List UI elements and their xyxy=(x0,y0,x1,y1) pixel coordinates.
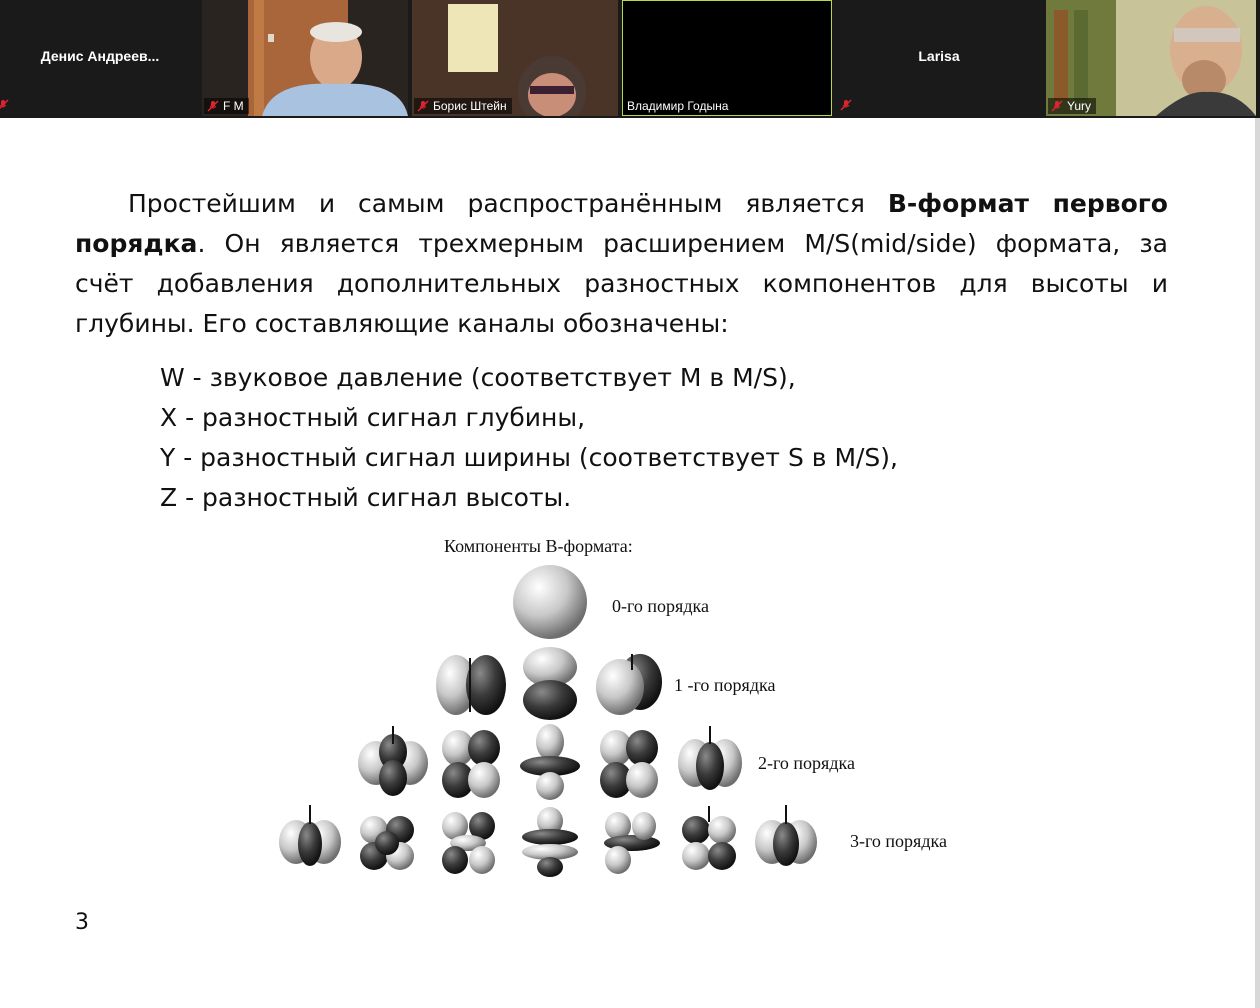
bold-term: порядка xyxy=(75,229,198,258)
participant-name-tag xyxy=(204,98,249,114)
participant-name-tag xyxy=(624,98,733,114)
harmonic-order3-1 xyxy=(279,805,341,866)
muted-mic-icon xyxy=(417,100,429,112)
participant-name: Борис Штейн xyxy=(433,99,507,113)
harmonic-w-sphere xyxy=(513,565,587,639)
harmonic-order3-7 xyxy=(755,805,817,866)
list-item: X - разностный сигнал глубины, xyxy=(160,403,586,432)
paragraph-line: глубины. Его составляющие каналы обозначены: xyxy=(75,309,729,338)
harmonic-order2-3 xyxy=(520,724,580,800)
participant-tile[interactable] xyxy=(1046,0,1256,116)
participant-tile[interactable] xyxy=(836,0,1042,116)
participant-name: Larisa xyxy=(918,48,960,64)
list-item: Z - разностный сигнал высоты. xyxy=(160,483,572,512)
harmonic-order1-z xyxy=(523,647,577,720)
harmonic-order3-2 xyxy=(360,816,414,870)
harmonic-order3-3 xyxy=(442,812,495,874)
participant-name: Yury xyxy=(1067,99,1092,113)
page-number: 3 xyxy=(75,910,89,935)
harmonic-order3-6 xyxy=(682,806,736,870)
paragraph-line xyxy=(75,224,1168,264)
order-label: 2-го порядка xyxy=(758,753,855,773)
list-item: W - звуковое давление (соответствует M в M/S), xyxy=(160,363,796,392)
paragraph-line xyxy=(75,184,1168,224)
figure-title: Компоненты B-формата: xyxy=(444,536,633,556)
participant-name: Денис Андреев... xyxy=(40,48,160,64)
participant-strip xyxy=(0,0,1260,118)
channel-list xyxy=(160,358,898,518)
harmonic-order3-5 xyxy=(604,812,660,874)
list-item: Y - разностный сигнал ширины (соответствует S в M/S), xyxy=(160,443,899,472)
harmonic-order1-y xyxy=(596,654,662,715)
harmonic-order2-2 xyxy=(442,730,500,798)
muted-mic-icon xyxy=(207,100,219,112)
harmonic-order1-x xyxy=(436,655,506,715)
participant-tile-active-speaker[interactable] xyxy=(622,0,832,116)
order-label: 3-го порядка xyxy=(850,831,947,851)
participant-tile[interactable] xyxy=(412,0,618,116)
harmonic-order2-1 xyxy=(358,726,428,796)
harmonic-order2-4 xyxy=(600,730,658,798)
muted-mic-icon xyxy=(0,99,9,111)
muted-mic-icon xyxy=(840,99,852,111)
paragraph-line: счёт добавления дополнительных разностных компонентов для высоты и xyxy=(75,269,1168,298)
harmonic-order3-4 xyxy=(522,807,578,877)
participant-name-tag xyxy=(1048,98,1096,114)
participant-tile[interactable] xyxy=(0,0,200,116)
order-label: 0-го порядка xyxy=(612,596,709,616)
bold-term: B-формат первого xyxy=(887,189,1168,218)
text-span: Простейшим и самым распространённым является xyxy=(128,189,888,218)
order-label: 1 -го порядка xyxy=(674,675,776,695)
participant-tile[interactable] xyxy=(202,0,408,116)
participant-name: Владимир Годына xyxy=(627,99,729,113)
harmonic-order2-5 xyxy=(678,726,742,790)
intro-paragraph xyxy=(75,184,1168,344)
scrollbar[interactable] xyxy=(1255,118,1260,1008)
text-span: . Он является трехмерным расширением M/S(mid/side) формата, за xyxy=(197,229,1168,258)
muted-mic-icon xyxy=(1051,100,1063,112)
b-format-components-figure xyxy=(270,530,990,890)
participant-name-tag xyxy=(414,98,512,114)
participant-name: F M xyxy=(223,99,244,113)
